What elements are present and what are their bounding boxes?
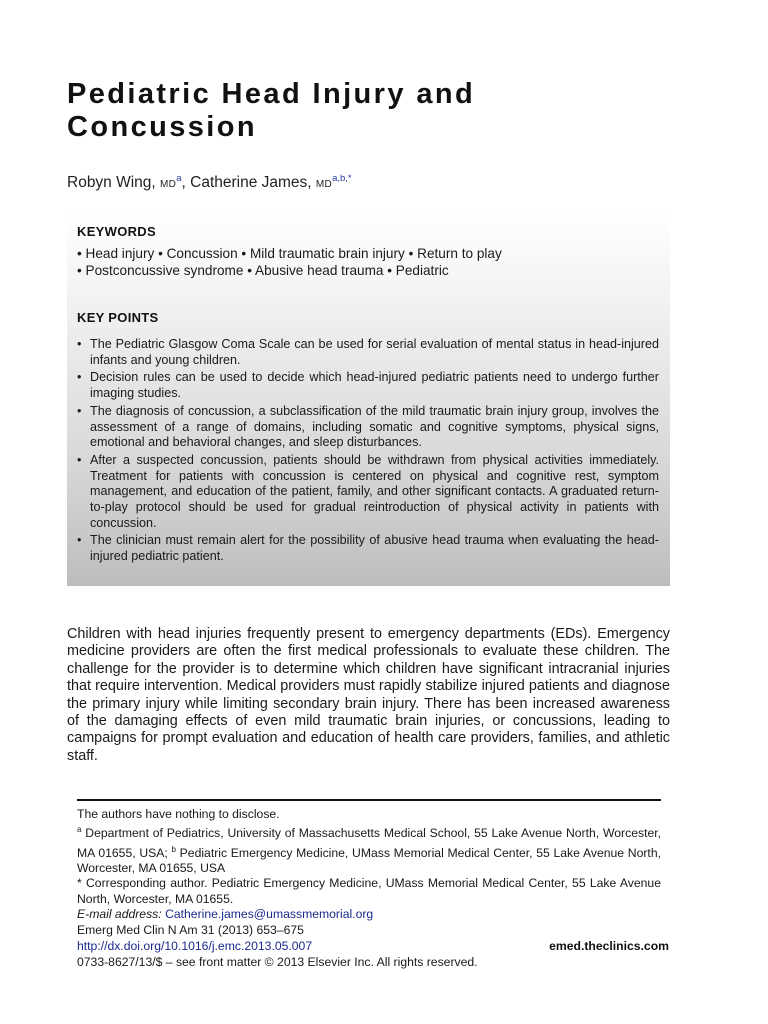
keywords-line: • Head injury • Concussion • Mild traumatic brain injury • Return to play [77, 246, 502, 261]
author-degree: MD [315, 179, 333, 191]
corresponding-author-note: * Corresponding author. Pediatric Emergency Medicine, UMass Memorial Medical Center, 55 Lake Avenue North, Worcester, MA 01655. [77, 876, 661, 906]
author-name: Robyn Wing, [67, 174, 156, 192]
doi-link[interactable]: http://dx.doi.org/10.1016/j.emc.2013.05.007 [77, 939, 313, 954]
affiliation-marker[interactable]: a,b,* [332, 173, 352, 184]
affiliation-a-text: Department of Pediatrics, University of Massachusetts Medical School, 55 Lake Avenue North, Worcester, MA 01655, USA; [77, 826, 661, 860]
email-line [77, 907, 661, 922]
affiliations-note [77, 822, 661, 876]
title-line-2: Concussion [67, 111, 257, 143]
keywords-line: • Postconcussive syndrome • Abusive head trauma • Pediatric [77, 263, 449, 278]
key-point-item: • The clinician must remain alert for the possibility of abusive head trauma when evaluating the head-injured pediatric patient. [77, 533, 659, 564]
email-label: E-mail address: [77, 906, 162, 921]
article-title [67, 78, 667, 144]
copyright-line: 0733-8627/13/$ – see front matter © 2013 Elsevier Inc. All rights reserved. [77, 955, 478, 970]
key-point-item: • The diagnosis of concussion, a subclassification of the mild traumatic brain injury group, involves the assessment of a range of domains, including somatic and cognitive symptoms, physical signs, emotional and behavioral changes, and sleep disturbances. [77, 404, 659, 451]
intro-paragraph: Children with head injuries frequently present to emergency departments (EDs). Emergency medicine providers are often the first medical professionals to evaluate these children. The challenge for the provider is to determine which children have significant intracranial injuries that require intervention. Medical providers must rapidly stabilize injured patients and diagnose the primary injury while limiting secondary brain injury. There has been increased awareness of the damaging effects of even mild traumatic brain injuries, or concussions, leading to campaigns for prompt evaluation and education of health care providers, families, and athletic staff. [67, 626, 670, 764]
disclosure-note: The authors have nothing to disclose. [77, 807, 280, 821]
keywords-heading: KEYWORDS [77, 224, 156, 239]
key-point-item: • The Pediatric Glasgow Coma Scale can be used for serial evaluation of mental status in head-injured infants and young children. [77, 337, 659, 368]
email-link[interactable]: Catherine.james@umassmemorial.org [165, 906, 374, 921]
affiliation-b-text: Pediatric Emergency Medicine, UMass Memorial Medical Center, 55 Lake Avenue North, Worcester, MA 01655, USA [77, 845, 661, 876]
key-points-list [77, 337, 659, 567]
author-line [67, 173, 352, 192]
author-degree: MD [160, 179, 177, 191]
journal-citation: Emerg Med Clin N Am 31 (2013) 653–675 [77, 923, 304, 937]
affiliation-marker: a [77, 825, 82, 835]
citation-block [77, 922, 669, 971]
key-points-heading: KEY POINTS [77, 310, 159, 325]
affiliation-marker[interactable]: a [176, 173, 182, 184]
keywords-keypoints-box [67, 214, 670, 586]
key-point-item: • Decision rules can be used to decide which head-injured pediatric patients need to undergo further imaging studies. [77, 370, 659, 401]
author-separator: , [181, 174, 186, 192]
author-name: Catherine James, [190, 174, 312, 192]
affiliation-marker: b [171, 844, 176, 854]
title-line-1: Pediatric Head Injury and [67, 78, 476, 110]
journal-site-link[interactable]: emed.theclinics.com [549, 939, 669, 953]
footnote-divider [77, 799, 661, 801]
footnotes [77, 807, 661, 922]
key-point-item: • After a suspected concussion, patients should be withdrawn from physical activities immediately. Treatment for patients with concussion is centered on physical and cognitive rest, symptom management, and education of the patient, family, and other significant contacts. A graduated return-to-play protocol should be used for gradual reintroduction of physical activity in patients with concussion. [77, 453, 659, 532]
